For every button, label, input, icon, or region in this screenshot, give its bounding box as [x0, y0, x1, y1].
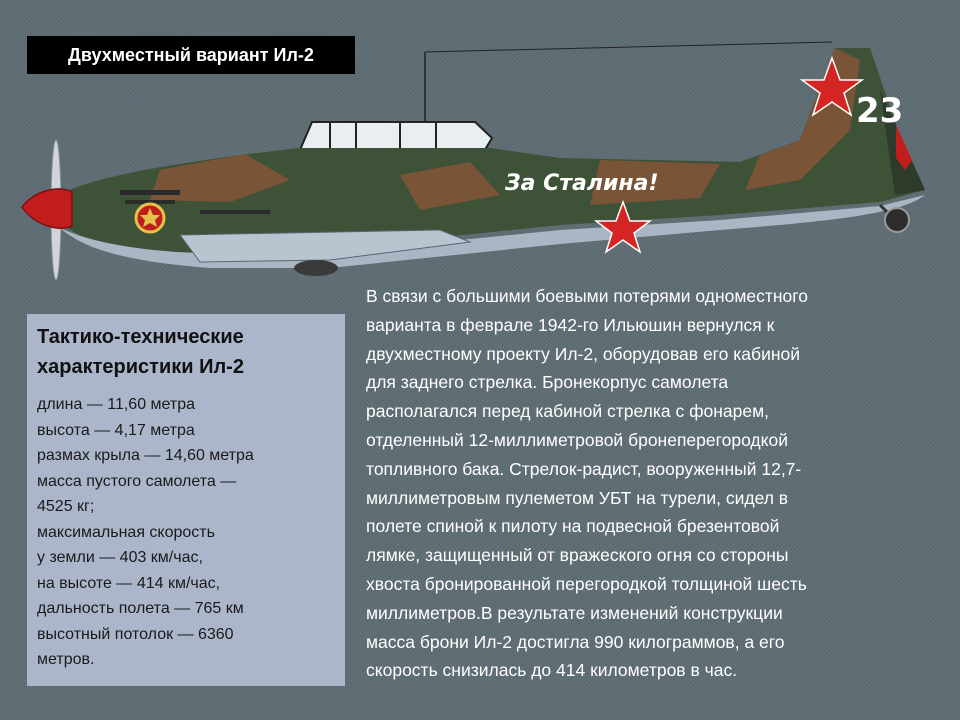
specs-panel — [27, 314, 345, 686]
description-line: для заднего стрелка. Бронекорпус самолета — [366, 372, 729, 393]
description-line: варианта в феврале 1942-го Ильюшин вернулся к — [366, 314, 775, 335]
specs-heading-line: Тактико-технические — [37, 326, 244, 348]
spec-line: у земли — 403 км/час, — [37, 549, 203, 566]
spec-line: масса пустого самолета — — [37, 472, 237, 490]
specs-heading — [37, 322, 335, 382]
description-line: лямке, защищенный от вражеского огня со стороны — [366, 545, 789, 566]
fuselage-slogan: За Сталина! — [505, 171, 659, 196]
spec-line: на высоте — 414 км/час, — [37, 574, 221, 592]
spec-line: высотный потолок — 6360 — [37, 625, 234, 643]
spec-line: дальность полета — 765 км — [37, 600, 244, 617]
spec-line: метров. — [37, 651, 95, 668]
description-line: двухместному проекту Ил-2, оборудовав его кабиной — [366, 343, 801, 364]
spec-line: 4525 кг; — [37, 498, 95, 515]
spec-line: высота — 4,17 метра — [37, 421, 195, 439]
slide-title: Двухместный вариант Ил-2 — [27, 36, 355, 74]
description-line: хвоста бронированной перегородкой толщиной шесть — [366, 573, 807, 594]
tail-number: 23 — [856, 91, 904, 131]
description-line: отделенный 12-миллиметровой бронеперегородкой — [366, 429, 789, 450]
description-line: миллиметровым пулеметом УБТ на турели, сидел в — [366, 487, 789, 508]
description-line: скорость снизилась до 414 километров в час. — [366, 660, 738, 681]
description-line: масса брони Ил-2 достигла 990 килограммов, а его — [366, 631, 785, 652]
spec-line: максимальная скорость — [37, 523, 215, 541]
description-text — [366, 282, 941, 685]
description-line: полете спиной к пилоту на подвесной брезентовой — [366, 516, 780, 537]
specs-heading-line: характеристики Ил-2 — [37, 356, 244, 378]
description-line: топливного бака. Стрелок-радист, вооруженный 12,7- — [366, 458, 802, 479]
spec-line: длина — 11,60 метра — [37, 396, 196, 413]
description-line: располагался перед кабиной стрелка с фонарем, — [366, 401, 769, 422]
spec-line: размах крыла — 14,60 метра — [37, 447, 254, 464]
description-line: В связи с большими боевыми потерями одноместного — [366, 286, 809, 306]
description-line: миллиметров.В результате изменений конструкции — [366, 602, 783, 623]
